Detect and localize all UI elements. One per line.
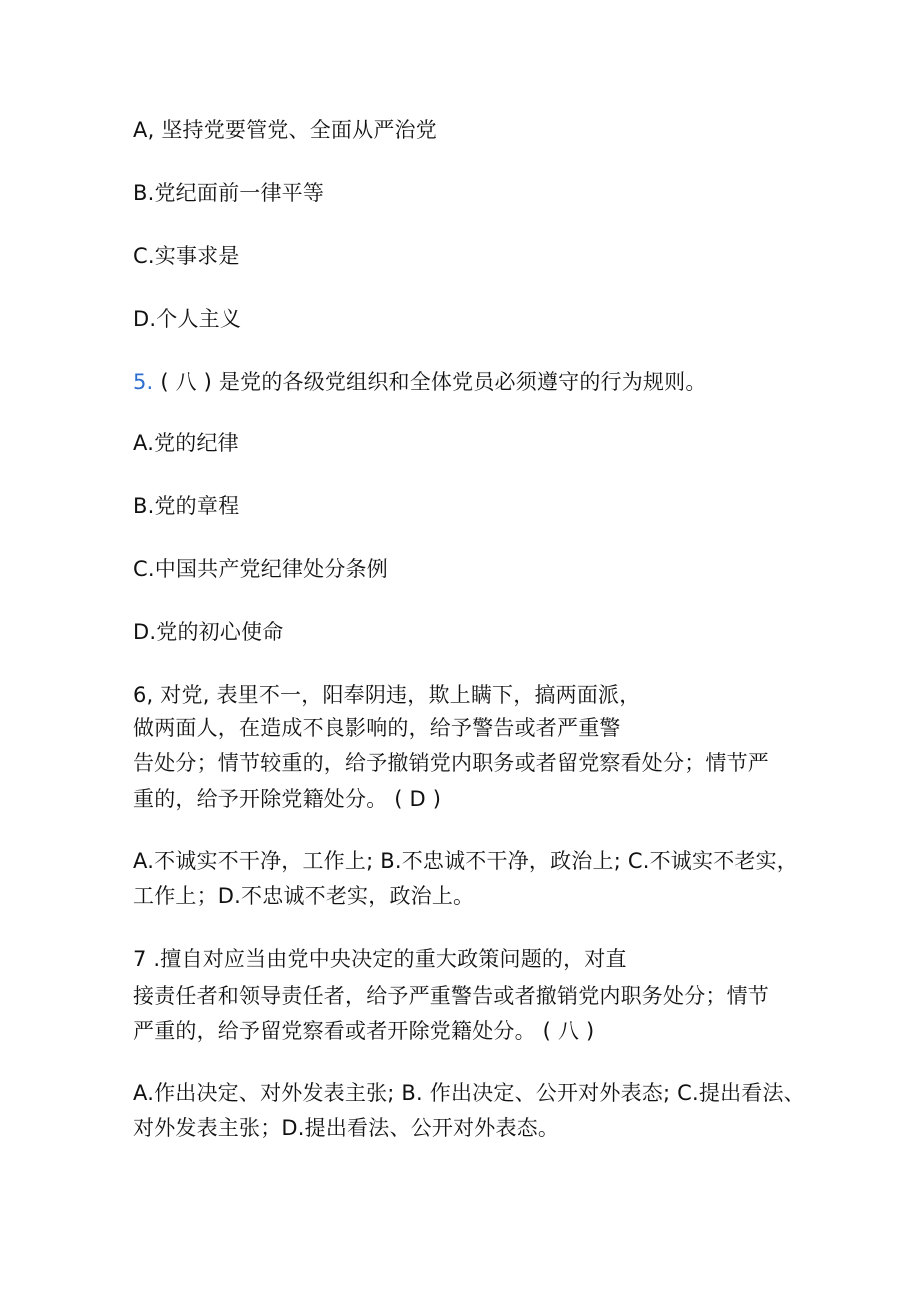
q4-option-d: D.个人主义 [133, 307, 242, 331]
q5-stem: ( 八 ) 是党的各级党组织和全体党员必须遵守的行为规则。 [153, 370, 707, 394]
q6-options-line-2: 工作上；D.不忠诚不老实，政治上。 [133, 884, 475, 908]
q6-line-3: 告处分；情节较重的，给予撤销党内职务或者留党察看处分；情节严 [133, 751, 769, 775]
q7-line-2: 接责任者和领导责任者，给予严重警告或者撤销党内职务处分；情节 [133, 984, 769, 1008]
q5-option-a: A.党的纪律 [133, 431, 239, 455]
q4-option-b: B.党纪面前一律平等 [133, 181, 325, 205]
q5-question [133, 368, 707, 396]
q6-line-2: 做两面人，在造成不良影响的，给予警告或者严重警 [133, 716, 621, 740]
q5-option-b: B.党的章程 [133, 494, 240, 518]
q4-option-a: A, 坚持党要管党、全面从严治党 [133, 118, 437, 142]
q4-option-c: C.实事求是 [133, 244, 240, 268]
q5-option-c: C.中国共产党纪律处分条例 [133, 557, 388, 581]
q6-line-1: 6, 对党, 表里不一，阳奉阴违，欺上瞒下，搞两面派， [133, 683, 641, 707]
q7-line-1: 7 .擅自对应当由党中央决定的重大政策问题的，对直 [133, 947, 627, 971]
q7-line-3: 严重的，给予留党察看或者开除党籍处分。 ( 八 ) [133, 1019, 595, 1043]
q5-option-d: D.党的初心使命 [133, 620, 284, 644]
q7-options-line-1: A.作出决定、对外发表主张; B. 作出决定、公开对外表态; C.提出看法、 [133, 1081, 805, 1105]
q6-options-line-1: A.不诚实不干净，工作上; B.不忠诚不干净，政治上; C.不诚实不老实， [133, 849, 798, 873]
q5-number: 5. [133, 370, 154, 394]
q7-options-line-2: 对外发表主张；D.提出看法、公开对外表态。 [133, 1116, 560, 1140]
q6-line-4: 重的，给予开除党籍处分。 ( D ) [133, 787, 442, 811]
